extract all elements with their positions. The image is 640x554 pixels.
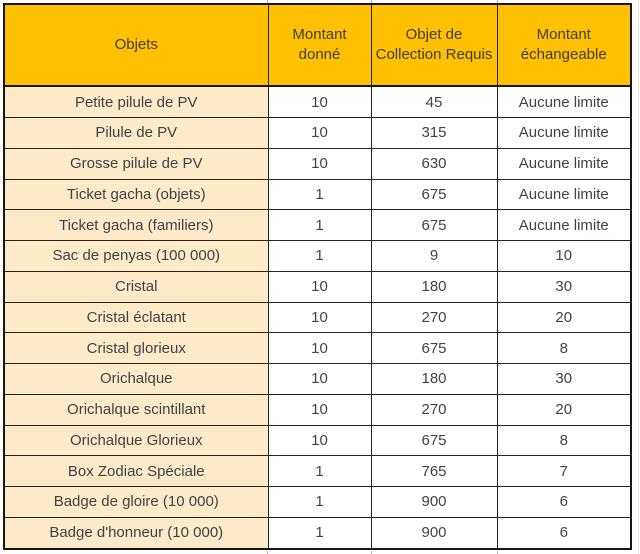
amount-given-cell: 10: [268, 302, 371, 333]
item-name-cell: Pilule de PV: [4, 118, 268, 149]
item-name-cell: Ticket gacha (familiers): [4, 210, 268, 241]
item-name-cell: Cristal glorieux: [4, 333, 268, 364]
amount-given-cell: 10: [268, 148, 371, 179]
amount-given-cell: 1: [268, 210, 371, 241]
header-montant-echangeable: Montant échangeable: [497, 4, 631, 86]
table-row: [4, 456, 631, 487]
collection-required-cell: 315: [371, 118, 497, 149]
amount-exchangeable-cell: Aucune limite: [497, 148, 631, 179]
collection-required-cell: 630: [371, 148, 497, 179]
table-header: [4, 4, 631, 86]
table-body: [4, 86, 631, 549]
item-name-cell: Grosse pilule de PV: [4, 148, 268, 179]
collection-required-cell: 900: [371, 487, 497, 518]
amount-exchangeable-cell: 6: [497, 517, 631, 549]
collection-required-cell: 765: [371, 456, 497, 487]
table-row: [4, 425, 631, 456]
amount-exchangeable-cell: Aucune limite: [497, 86, 631, 118]
amount-given-cell: 1: [268, 517, 371, 549]
collection-required-cell: 45: [371, 86, 497, 118]
amount-given-cell: 10: [268, 364, 371, 395]
item-name-cell: Orichalque scintillant: [4, 394, 268, 425]
table-row: [4, 179, 631, 210]
header-objets: Objets: [4, 4, 268, 86]
table-row: [4, 118, 631, 149]
gridline-edge: [638, 0, 639, 554]
amount-given-cell: 10: [268, 118, 371, 149]
amount-given-cell: 1: [268, 487, 371, 518]
table-row: [4, 364, 631, 395]
item-exchange-table: [3, 3, 632, 550]
item-name-cell: Cristal éclatant: [4, 302, 268, 333]
amount-exchangeable-cell: Aucune limite: [497, 210, 631, 241]
amount-exchangeable-cell: 20: [497, 302, 631, 333]
item-name-cell: Box Zodiac Spéciale: [4, 456, 268, 487]
table-row: [4, 86, 631, 118]
amount-exchangeable-cell: 30: [497, 364, 631, 395]
item-name-cell: Badge de gloire (10 000): [4, 487, 268, 518]
amount-exchangeable-cell: 30: [497, 271, 631, 302]
collection-required-cell: 675: [371, 333, 497, 364]
table-row: [4, 148, 631, 179]
table-row: [4, 333, 631, 364]
item-name-cell: Orichalque Glorieux: [4, 425, 268, 456]
table-row: [4, 487, 631, 518]
table-row: [4, 271, 631, 302]
collection-required-cell: 675: [371, 425, 497, 456]
amount-exchangeable-cell: 20: [497, 394, 631, 425]
amount-exchangeable-cell: 7: [497, 456, 631, 487]
item-name-cell: Orichalque: [4, 364, 268, 395]
collection-required-cell: 180: [371, 271, 497, 302]
collection-required-cell: 675: [371, 210, 497, 241]
header-row: [4, 4, 631, 86]
amount-given-cell: 1: [268, 456, 371, 487]
table-row: [4, 241, 631, 272]
item-name-cell: Badge d'honneur (10 000): [4, 517, 268, 549]
collection-required-cell: 9: [371, 241, 497, 272]
header-montant-donne: Montant donné: [268, 4, 371, 86]
table-row: [4, 394, 631, 425]
collection-required-cell: 675: [371, 179, 497, 210]
amount-given-cell: 10: [268, 333, 371, 364]
collection-required-cell: 270: [371, 302, 497, 333]
item-name-cell: Petite pilule de PV: [4, 86, 268, 118]
table-row: [4, 302, 631, 333]
collection-required-cell: 180: [371, 364, 497, 395]
amount-given-cell: 10: [268, 394, 371, 425]
amount-exchangeable-cell: Aucune limite: [497, 179, 631, 210]
table-row: [4, 517, 631, 549]
header-objet-collection-requis: Objet de Collection Requis: [371, 4, 497, 86]
amount-given-cell: 10: [268, 271, 371, 302]
table-row: [4, 210, 631, 241]
item-name-cell: Cristal: [4, 271, 268, 302]
amount-exchangeable-cell: 10: [497, 241, 631, 272]
item-name-cell: Sac de penyas (100 000): [4, 241, 268, 272]
amount-given-cell: 10: [268, 86, 371, 118]
amount-given-cell: 1: [268, 179, 371, 210]
amount-exchangeable-cell: 8: [497, 333, 631, 364]
amount-given-cell: 1: [268, 241, 371, 272]
item-name-cell: Ticket gacha (objets): [4, 179, 268, 210]
amount-exchangeable-cell: Aucune limite: [497, 118, 631, 149]
collection-required-cell: 900: [371, 517, 497, 549]
amount-exchangeable-cell: 6: [497, 487, 631, 518]
amount-given-cell: 10: [268, 425, 371, 456]
collection-required-cell: 270: [371, 394, 497, 425]
amount-exchangeable-cell: 8: [497, 425, 631, 456]
